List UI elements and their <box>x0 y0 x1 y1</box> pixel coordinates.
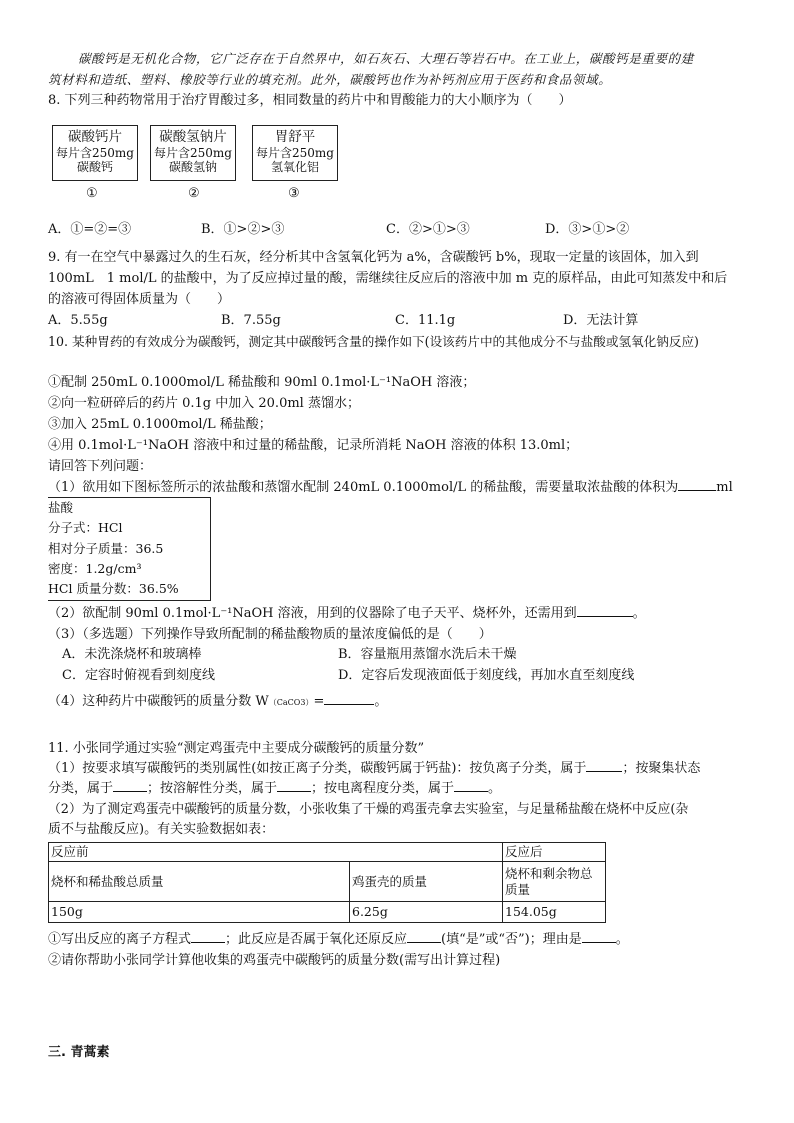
q11-text: 。 <box>615 932 629 947</box>
drug-number: ③ <box>288 186 300 201</box>
q10-step-1: ①配制 250mL 0.1000mol/L 稀盐酸和 90ml 0.1mol·L⁻¹NaOH 溶液； <box>48 375 476 390</box>
drug-box-line: 碳酸氢钠 <box>168 160 217 174</box>
q10-part-4-end: 。 <box>374 694 388 709</box>
q11-part-2-line-1: （2）为了测定鸡蛋壳中碳酸钙的质量分数，小张收集了干燥的鸡蛋壳拿去实验室，与足量稀盐酸在烧杯中反应(杂 <box>48 802 689 817</box>
q10-part-3: （3）（多选题）下列操作导致所配制的稀盐酸物质的量浓度偏低的是（ ） <box>48 627 492 642</box>
q11-text: ；按溶解性分类，属于 <box>147 781 278 796</box>
table-col-remaining <box>503 862 606 902</box>
q8-option-c: C．②>①>③ <box>386 222 470 237</box>
label-title: 盐酸 <box>48 500 74 515</box>
q10-step-4: ④用 0.1mol·L⁻¹NaOH 溶液中和过量的稀盐酸，记录所消耗 NaOH 溶液的体积 13.0ml； <box>48 438 579 453</box>
q10-part-4-sub: （CaCO3） <box>268 698 314 707</box>
experiment-data-table <box>48 842 606 923</box>
table-cell: 6.25g <box>350 902 503 923</box>
table-cell: 150g <box>49 902 350 923</box>
q8-option-a: A．①=②=③ <box>48 222 132 237</box>
q9-line-3: 的溶液可得固体质量为（ ） <box>48 292 231 307</box>
q9-option-d: D．无法计算 <box>563 313 639 328</box>
label-density: 密度：1.2g/cm³ <box>48 560 142 576</box>
section-heading: 三. 青蒿素 <box>48 1045 110 1060</box>
answer-blank[interactable] <box>277 791 311 792</box>
table-col-beaker-acid: 烧杯和稀盐酸总质量 <box>49 862 350 902</box>
answer-blank[interactable] <box>586 771 622 772</box>
table-col-remaining-line: 质量 <box>505 881 531 897</box>
q11-text: 分类，属于 <box>48 781 114 796</box>
intro-line-1: 碳酸钙是无机化合物，它广泛存在于自然界中，如石灰石、大理石等岩石中。在工业上，碳酸钙是重要的建 <box>78 51 694 66</box>
q11-part-1-line-1 <box>48 760 700 777</box>
answer-blank[interactable] <box>454 791 488 792</box>
q10-part-1-unit: ml <box>716 480 733 495</box>
q10-part-1-text: （1）欲用如下图标签所示的浓盐酸和蒸馏水配制 240mL 0.1000mol/L 的稀盐酸，需要量取浓盐酸的体积为 <box>48 480 679 495</box>
drug-box-line: 每片含250mg <box>154 146 232 160</box>
q10-part-2 <box>48 605 646 622</box>
q10-part-4-text: （4）这种药片中碳酸钙的质量分数 W <box>48 694 269 709</box>
answer-blank[interactable] <box>324 704 374 705</box>
q11-stem: 11. 小张同学通过实验“测定鸡蛋壳中主要成分碳酸钙的质量分数” <box>48 741 425 756</box>
drug-box-line: 氢氧化铝 <box>270 160 319 174</box>
q11-text: ；此反应是否属于氧化还原反应 <box>225 932 408 947</box>
q8-stem: 8. 下列三种药物常用于治疗胃酸过多，相同数量的药片中和胃酸能力的大小顺序为（ ） <box>48 93 572 108</box>
drug-box-title: 碳酸氢钠片 <box>159 129 227 145</box>
q9-option-a: A．5.55g <box>48 313 108 328</box>
answer-blank[interactable] <box>582 942 616 943</box>
q11-text: ；按聚集状态 <box>622 761 701 776</box>
q10-stem: 10. 某种胃药的有效成分为碳酸钙，测定其中碳酸钙含量的操作如下(设该药片中的其他成分不与盐酸或氢氧化钠反应) <box>48 334 699 349</box>
label-fraction: HCl 质量分数：36.5% <box>48 581 179 597</box>
q9-line-2: 100mL 1 mol/L 的盐酸中，为了反应掉过量的酸，需继续往反应后的溶液中加 m 克的原样品，由此可知蒸发中和后 <box>48 271 728 286</box>
table-header-before: 反应前 <box>49 843 503 862</box>
answer-blank[interactable] <box>577 616 633 617</box>
q10-step-3: ③加入 25mL 0.1000mol/L 稀盐酸； <box>48 417 272 432</box>
answer-blank[interactable] <box>191 942 225 943</box>
q10-part-3-option-c: C．定容时俯视看到刻度线 <box>62 668 215 683</box>
q10-part-4-eq: = <box>313 694 325 709</box>
intro-line-2: 筑材料和造纸、塑料、橡胶等行业的填充剂。此外，碳酸钙也作为补钙剂应用于医药和食品领域。 <box>48 72 612 87</box>
q10-step-2: ②向一粒研碎后的药片 0.1g 中加入 20.0ml 蒸馏水； <box>48 396 360 411</box>
q9-line-1: 9. 有一在空气中暴露过久的生石灰，经分析其中含氢氧化钙为 a%，含碳酸钙 b%，现取一定量的该固体，加入到 <box>48 250 699 265</box>
q11-part-1-line-2 <box>48 780 501 797</box>
drug-number: ① <box>86 186 98 201</box>
hcl-label <box>48 497 211 601</box>
q9-option-b: B．7.55g <box>221 313 281 328</box>
answer-blank[interactable] <box>407 942 441 943</box>
q10-ask: 请回答下列问题： <box>48 459 153 474</box>
q10-part-3-option-b: B．容量瓶用蒸馏水洗后未干燥 <box>338 647 517 662</box>
q11-text: ；按电离程度分类，属于 <box>311 781 455 796</box>
q8-option-b: B．①>②>③ <box>201 222 285 237</box>
q11-part-2-line-2: 质不与盐酸反应)。有关实验数据如表： <box>48 822 275 837</box>
drug-box-line: 每片含250mg <box>256 146 334 160</box>
label-formula: 分子式：HCl <box>48 520 123 536</box>
q10-part-3-option-a: A．未洗涤烧杯和玻璃棒 <box>62 647 202 662</box>
q10-part-4 <box>48 693 387 711</box>
q11-req-1 <box>48 931 629 948</box>
table-col-eggshell: 鸡蛋壳的质量 <box>350 862 503 902</box>
drug-box-3 <box>252 125 338 181</box>
q10-part-3-option-d: D．定容后发现液面低于刻度线，再加水直至刻度线 <box>338 668 635 683</box>
q9-option-c: C．11.1g <box>395 313 456 328</box>
q8-option-d: D．③>①>② <box>545 222 630 237</box>
q11-req-2: ②请你帮助小张同学计算他收集的鸡蛋壳中碳酸钙的质量分数(需写出计算过程) <box>48 953 501 968</box>
q10-part-2-end: 。 <box>632 606 646 621</box>
q11-text: ①写出反应的离子方程式 <box>48 932 192 947</box>
drug-box-title: 胃舒平 <box>274 129 316 145</box>
drug-number: ② <box>188 186 200 201</box>
q10-part-2-text: （2）欲配制 90ml 0.1mol·L⁻¹NaOH 溶液，用到的仪器除了电子天平、烧杯外，还需用到 <box>48 606 577 621</box>
table-cell: 154.05g <box>503 902 606 923</box>
answer-blank[interactable] <box>113 791 147 792</box>
q11-text: 。 <box>488 781 502 796</box>
table-col-remaining-line: 烧杯和剩余物总 <box>505 865 593 881</box>
drug-box-2 <box>150 125 236 181</box>
table-header-after: 反应后 <box>503 843 606 862</box>
q11-text: （1）按要求填写碳酸钙的类别属性(如按正离子分类，碳酸钙属于钙盐)：按负离子分类，属于 <box>48 761 587 776</box>
answer-blank[interactable] <box>678 490 716 491</box>
drug-box-line: 每片含250mg <box>56 146 134 160</box>
drug-box-title: 碳酸钙片 <box>68 129 122 145</box>
q10-part-1 <box>48 479 733 496</box>
q11-text: (填“是”或“否”)；理由是 <box>441 932 582 947</box>
drug-box-line: 碳酸钙 <box>76 160 113 174</box>
drug-box-1 <box>52 125 138 181</box>
label-mass: 相对分子质量：36.5 <box>48 540 164 556</box>
